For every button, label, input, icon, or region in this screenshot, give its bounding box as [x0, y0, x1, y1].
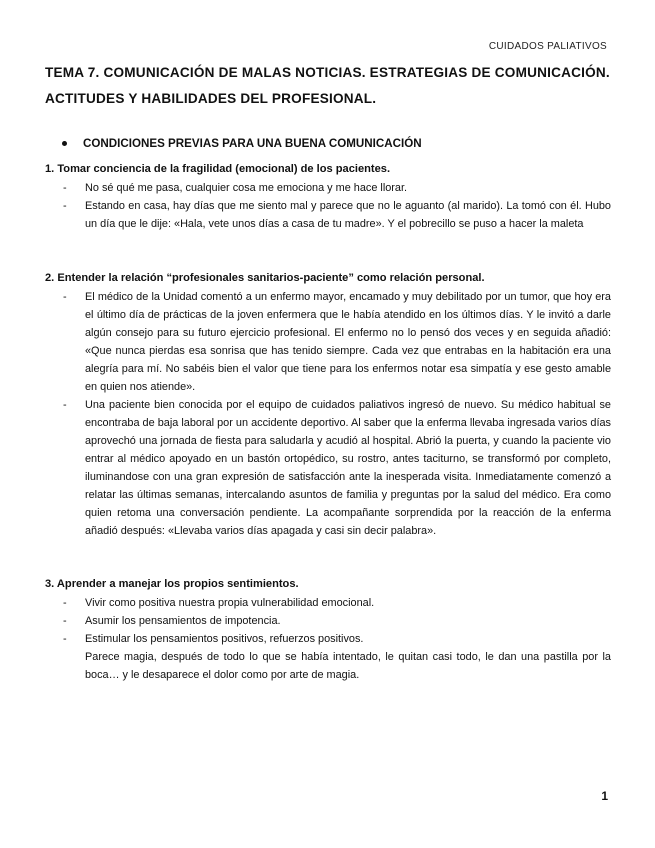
section-2 [45, 270, 611, 540]
list-item-text: Estimular los pensamientos positivos, refuerzos positivos. [85, 633, 364, 645]
section-1 [45, 161, 611, 233]
list-item: - Una paciente bien conocida por el equipo de cuidados paliativos ingresó de nuevo. Su médico habitual se encontraba de baja laboral por un accidente deportivo. Al saber que la enferma llevaba ingresada varios días aprovechó una jornada de fiesta para saludarla y acudió al hospital. Abrió la puerta, y cuando la paciente vio entrar al médico apoyado en un bastón ortopédico, su rostro, antes taciturno, se transformó por completo, iluminandose con una gran expresión de satisfacción ante la inesperada visita. Inmediatamente comenzó a relatar las últimas semanas, intercalando asuntos de familia y preguntas por la salud del médico. Era como quien retoma una conversación pendiente. La acompañante sorprendida por la reacción de la enferma añadió después: «Llevaba varios días apagada y casi sin decir palabra». [45, 396, 611, 540]
bullet-heading [62, 137, 422, 150]
continuation-paragraph: Parece magia, después de todo lo que se había intentado, le quitan casi todo, le dan una pastilla por la boca… y le desaparece el dolor como por arte de magia. [85, 651, 611, 681]
list-item: - Vivir como positiva nuestra propia vulnerabilidad emocional. [45, 594, 611, 612]
list-item [45, 630, 611, 684]
page-number: 1 [601, 789, 608, 803]
list-item: - Asumir los pensamientos de impotencia. [45, 612, 611, 630]
section-list [45, 288, 611, 540]
list-item: - Estando en casa, hay días que me siento mal y parece que no le aguanto (al marido). La tomó con él. Hubo un día que le dije: «Hala, vete unos días a casa de tu madre». Y el pobrecillo se puso a hacer la maleta [45, 197, 611, 233]
bullet-heading-text: CONDICIONES PREVIAS PARA UNA BUENA COMUNICACIÓN [83, 137, 422, 150]
page-title: TEMA 7. COMUNICACIÓN DE MALAS NOTICIAS. ESTRATEGIAS DE COMUNICACIÓN. ACTITUDES Y HABILIDADES DEL PROFESIONAL. [45, 65, 610, 106]
section-list [45, 594, 611, 684]
bullet-dot-icon [62, 141, 67, 146]
section-list [45, 179, 611, 233]
section-heading: 2. Entender la relación “profesionales sanitarios-paciente” como relación personal. [45, 272, 485, 284]
section-3 [45, 576, 611, 684]
list-item: - No sé qué me pasa, cualquier cosa me emociona y me hace llorar. [45, 179, 611, 197]
section-heading: 3. Aprender a manejar los propios sentimientos. [45, 578, 299, 590]
list-item: - El médico de la Unidad comentó a un enfermo mayor, encamado y muy debilitado por un tumor, que hoy era el último día de prácticas de la joven enfermera que le había atendido en los últimos días. Y le invitó a darle algún consejo para su futuro ejercicio profesional. El enfermo no lo pensó dos veces y en seguida añadió: «Que nunca pierdas esa sonrisa que has tenido siempre. Cada vez que entrabas en la habitación era una alegría para mí. No sabéis bien el valor que tiene para los enfermos notar esa simpatía y ese gesto amable en quien nos atiende». [45, 288, 611, 396]
section-heading: 1. Tomar conciencia de la fragilidad (emocional) de los pacientes. [45, 163, 391, 175]
running-header: CUIDADOS PALIATIVOS [488, 41, 607, 52]
